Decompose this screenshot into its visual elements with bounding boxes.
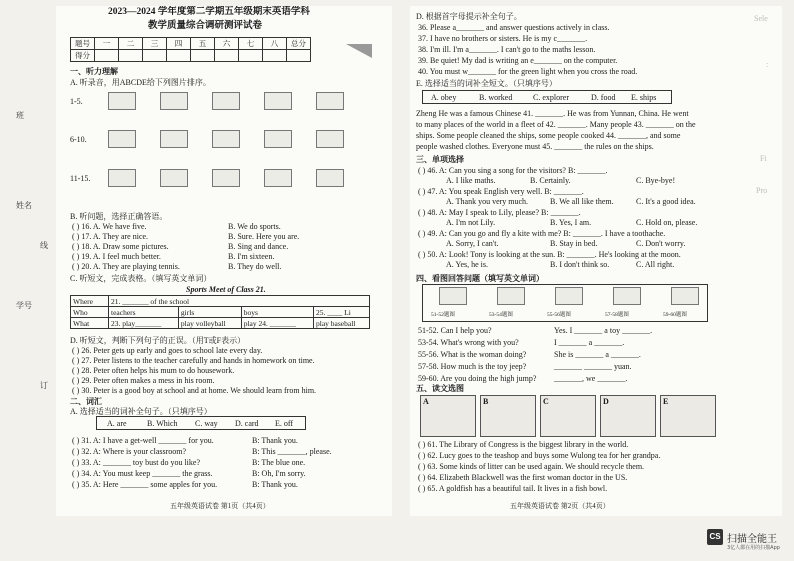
picture-label: 59-60题图 bbox=[663, 312, 687, 318]
binder-label: 班 bbox=[16, 111, 24, 120]
bleed-text: : bbox=[766, 60, 769, 69]
listening-picture bbox=[264, 130, 292, 148]
section-heading: 一、听力理解 bbox=[70, 67, 118, 76]
question-line: 37. I have no brothers or sisters. He is my c_______. bbox=[418, 34, 588, 43]
question-line: 57-58. How much is the toy jeep? bbox=[418, 362, 527, 371]
question-line: ( ) 62. Lucy goes to the teashop and buys some Wulong tea for her grandpa. bbox=[418, 451, 661, 460]
exam-page-2 bbox=[410, 6, 782, 516]
question-line: ( ) 65. A goldfish has a beautiful tail. It lives in a fish bowl. bbox=[418, 484, 608, 493]
question-line: ( ) 30. Peter is a good boy at school and at home. We should learn from him. bbox=[72, 386, 317, 395]
answer-line: _______ _______ yuan. bbox=[554, 362, 632, 371]
binder-label: 姓名 bbox=[16, 201, 32, 210]
listening-picture bbox=[160, 169, 188, 187]
score-row-label: 得分 bbox=[71, 50, 95, 62]
question-line: ( ) 64. Elizabeth Blackwell was the first woman doctor in the US. bbox=[418, 473, 628, 482]
section-instruction: A. 选择适当的词补全句子。（只填序号） bbox=[70, 407, 212, 416]
word-option: D. card bbox=[235, 419, 259, 428]
sports-meet-table bbox=[70, 295, 370, 329]
section-instruction: B. 听问题，选择正确答语。 bbox=[70, 212, 168, 221]
question-line: ( ) 46. A: Can you sing a song for the visitors? B: _______. bbox=[418, 166, 608, 175]
score-header: 题号 bbox=[71, 38, 95, 50]
table-cell: boys bbox=[241, 307, 313, 318]
section-instruction: D. 听短文，判断下列句子的正误。（用T或F表示） bbox=[70, 336, 246, 345]
answer-option: B. I'm sixteen. bbox=[228, 252, 275, 261]
answer-option: B. Sing and dance. bbox=[228, 242, 289, 251]
table-cell: Who bbox=[71, 307, 109, 318]
answer-option: B. Certainly. bbox=[530, 176, 571, 185]
listening-picture bbox=[212, 92, 240, 110]
passage-line: Zheng He was a famous Chinese 41. _______. He was from Yunnan, China. He went bbox=[416, 109, 689, 118]
question-line: ( ) 16. A. We have five. bbox=[72, 222, 147, 231]
score-header: 六 bbox=[215, 38, 239, 50]
listening-picture bbox=[316, 92, 344, 110]
answer-option: A. Yes, he is. bbox=[446, 260, 489, 269]
question-line: ( ) 28. Peter often helps his mum to do housework. bbox=[72, 366, 235, 375]
answer-option: A. I like maths. bbox=[446, 176, 496, 185]
table-cell: 21. _______ of the school bbox=[109, 296, 370, 307]
binder-label: 学号 bbox=[16, 301, 32, 310]
answer-option: C. Don't worry. bbox=[636, 239, 686, 248]
answer-option: A. Sorry, I can't. bbox=[446, 239, 499, 248]
high-jump-picture bbox=[671, 287, 699, 305]
toothache-picture bbox=[497, 287, 525, 305]
watermark-app-name: 扫描全能王 bbox=[727, 534, 777, 545]
score-header: 五 bbox=[191, 38, 215, 50]
answer-option: B: Oh, I'm sorry. bbox=[252, 469, 306, 478]
question-line: ( ) 32. A: Where is your classroom? bbox=[72, 447, 187, 456]
page-footer: 五年级英语试卷 第2页（共4页） bbox=[510, 502, 610, 510]
table-cell: 25. ____ Li bbox=[314, 307, 370, 318]
answer-line: I _______ a _______. bbox=[554, 338, 625, 347]
picture-strip bbox=[422, 284, 708, 322]
score-header: 八 bbox=[263, 38, 287, 50]
word-option: E. ships bbox=[631, 93, 657, 102]
answer-option: B: Thank you. bbox=[252, 436, 298, 445]
word-bank-box bbox=[96, 416, 306, 430]
toy-jeep-picture bbox=[613, 287, 641, 305]
question-line: ( ) 50. A: Look! Tony is looking at the sun. B: _______. He's looking at the moon. bbox=[418, 250, 681, 259]
question-line: 38. I'm ill. I'm a_______. I can't go to the maths lesson. bbox=[418, 45, 596, 54]
word-option: E. off bbox=[275, 419, 294, 428]
question-line: 51-52. Can I help you? bbox=[418, 326, 492, 335]
question-line: ( ) 18. A. Draw some pictures. bbox=[72, 242, 169, 251]
listening-picture bbox=[108, 130, 136, 148]
question-line: ( ) 49. A: Can you go and fly a kite with me? B: _______. I have a toothache. bbox=[418, 229, 666, 238]
question-line: ( ) 20. A. They are playing tennis. bbox=[72, 262, 180, 271]
question-line: 59-60. Are you doing the high jump? bbox=[418, 374, 537, 383]
answer-option: C. Bye-bye! bbox=[636, 176, 676, 185]
table-cell: Where bbox=[71, 296, 109, 307]
answer-option: A. I'm not Lily. bbox=[446, 218, 496, 227]
picture-letter: E bbox=[663, 397, 669, 406]
section-heading: 三、单项选择 bbox=[416, 155, 464, 164]
picture-letter: C bbox=[543, 397, 549, 406]
score-header: 二 bbox=[119, 38, 143, 50]
word-option: C. way bbox=[195, 419, 218, 428]
picture-label: 57-58题图 bbox=[605, 312, 629, 318]
section-instruction: E. 选择适当的词补全短文。（只填序号） bbox=[416, 79, 557, 88]
camscanner-icon: CS bbox=[707, 529, 723, 545]
word-option: A. are bbox=[107, 419, 127, 428]
answer-option: B. Stay in bed. bbox=[550, 239, 598, 248]
question-line: 55-56. What is the woman doing? bbox=[418, 350, 527, 359]
question-line: ( ) 29. Peter often makes a mess in his room. bbox=[72, 376, 215, 385]
passage-line: to many places of the world in a fleet of 42. _______. Many people 43. _______ on the bbox=[416, 120, 696, 129]
corner-mark bbox=[346, 44, 372, 58]
passage-line: ships. Some people cleaned the ships, some people cooked 44. _______, and some bbox=[416, 131, 681, 140]
listening-picture bbox=[316, 130, 344, 148]
answer-option: B. They do well. bbox=[228, 262, 282, 271]
passage-line: people washed clothes. Everyone must 45. _______ the rules on the ships. bbox=[416, 142, 654, 151]
answer-line: She is _______ a _______. bbox=[554, 350, 641, 359]
table-cell: play 24. _______ bbox=[241, 318, 313, 329]
picture-row-label: 11-15. bbox=[70, 174, 91, 183]
question-line: ( ) 31. A: I have a get-well _______ for you. bbox=[72, 436, 214, 445]
word-option: B. worked bbox=[479, 93, 513, 102]
teapot-picture bbox=[600, 395, 656, 437]
binder-label: 订 bbox=[40, 381, 48, 390]
listening-picture bbox=[108, 92, 136, 110]
picture-label: 55-56题图 bbox=[547, 312, 571, 318]
word-bank-box bbox=[422, 90, 672, 104]
recycle-bin-picture bbox=[660, 395, 716, 437]
answer-option: A. Thank you very much. bbox=[446, 197, 529, 206]
question-line: ( ) 47. A: You speak English very well. B: _______. bbox=[418, 187, 584, 196]
question-line: ( ) 35. A: Here _______ some apples for you. bbox=[72, 480, 218, 489]
answer-option: B: This _______, please. bbox=[252, 447, 332, 456]
answer-option: B: Thank you. bbox=[252, 480, 298, 489]
question-line: 39. Be quiet! My dad is writing an e_______ on the computer. bbox=[418, 56, 618, 65]
score-header: 四 bbox=[167, 38, 191, 50]
answer-line: Yes. I _______ a toy _______. bbox=[554, 326, 653, 335]
word-option: A. obey bbox=[431, 93, 457, 102]
page-footer: 五年级英语试卷 第1页（共4页） bbox=[170, 502, 270, 510]
picture-letter: B bbox=[483, 397, 489, 406]
question-line: ( ) 19. A. I feel much better. bbox=[72, 252, 161, 261]
picture-letter: A bbox=[423, 397, 429, 406]
picture-row-label: 1-5. bbox=[70, 97, 83, 106]
section-heading: 五、读文选图 bbox=[416, 384, 464, 393]
table-cell: play volleyball bbox=[178, 318, 241, 329]
question-line: 53-54. What's wrong with you? bbox=[418, 338, 519, 347]
table-cell: girls bbox=[178, 307, 241, 318]
answer-option: C. It's a good idea. bbox=[636, 197, 696, 206]
listening-picture bbox=[264, 169, 292, 187]
question-line: ( ) 34. A: You must keep _______ the grass. bbox=[72, 469, 213, 478]
scanner-watermark bbox=[707, 527, 792, 553]
portrait-picture bbox=[480, 395, 536, 437]
score-header: 七 bbox=[239, 38, 263, 50]
exam-title: 2023—2024 学年度第二学期五年级期末英语学科 bbox=[108, 7, 310, 17]
question-line: ( ) 33. A: _______ toy bust do you like? bbox=[72, 458, 200, 467]
answer-option: B. We all like them. bbox=[550, 197, 614, 206]
answer-option: B. Sure. Here you are. bbox=[228, 232, 300, 241]
score-header: 三 bbox=[143, 38, 167, 50]
question-line: 36. Please a_______ and answer questions actively in class. bbox=[418, 23, 610, 32]
listening-picture bbox=[212, 169, 240, 187]
answer-option: B. We do sports. bbox=[228, 222, 281, 231]
picture-row-label: 6-10. bbox=[70, 135, 87, 144]
listening-picture bbox=[108, 169, 136, 187]
section-heading: 二、词汇 bbox=[70, 397, 102, 406]
score-header: 一 bbox=[95, 38, 119, 50]
score-table bbox=[70, 37, 311, 62]
table-cell: What bbox=[71, 318, 109, 329]
fish-bowl-picture bbox=[420, 395, 476, 437]
question-line: ( ) 26. Peter gets up early and goes to school late every day. bbox=[72, 346, 263, 355]
word-option: D. food bbox=[591, 93, 616, 102]
section-instruction: A. 听录音，用ABCDE给下列图片排序。 bbox=[70, 78, 211, 87]
table-cell: 23. play_______ bbox=[109, 318, 179, 329]
section-heading: 四、看图回答问题（填写英文单词） bbox=[416, 274, 544, 283]
question-line: ( ) 63. Some kinds of litter can be used again. We should recycle them. bbox=[418, 462, 645, 471]
listening-picture bbox=[316, 169, 344, 187]
bleed-text: Sele bbox=[754, 14, 768, 23]
library-picture bbox=[540, 395, 596, 437]
answer-line: _______, we _______. bbox=[554, 374, 628, 383]
binder-label: 线 bbox=[40, 241, 48, 250]
bleed-text: Fi bbox=[760, 154, 767, 163]
answer-option: B. Yes, I am. bbox=[550, 218, 592, 227]
section-instruction: D. 根据首字母提示补全句子。 bbox=[416, 12, 522, 21]
question-line: ( ) 17. A. They are nice. bbox=[72, 232, 149, 241]
question-line: ( ) 48. A: May I speak to Lily, please? B: _______. bbox=[418, 208, 581, 217]
picture-label: 53-54题图 bbox=[489, 312, 513, 318]
listening-picture bbox=[160, 130, 188, 148]
table-caption: Sports Meet of Class 21. bbox=[186, 285, 266, 294]
question-line: ( ) 61. The Library of Congress is the biggest library in the world. bbox=[418, 440, 629, 449]
woman-picture bbox=[555, 287, 583, 305]
exam-page-1 bbox=[56, 6, 392, 516]
picture-label: 51-52题图 bbox=[431, 312, 455, 318]
word-option: C. explorer bbox=[533, 93, 569, 102]
table-cell: teachers bbox=[109, 307, 179, 318]
answer-option: C. All right. bbox=[636, 260, 675, 269]
exam-subtitle: 教学质量综合调研测评试卷 bbox=[148, 21, 263, 31]
listening-picture bbox=[212, 130, 240, 148]
section-instruction: C. 听短文，完成表格。（填写英文单词） bbox=[70, 274, 212, 283]
toy-bus-picture bbox=[439, 287, 467, 305]
watermark-subtitle: 3亿人都在用的扫描App bbox=[727, 545, 780, 551]
listening-picture bbox=[160, 92, 188, 110]
table-cell: play baseball bbox=[314, 318, 370, 329]
bleed-text: Pro bbox=[756, 186, 768, 195]
answer-option: B: The blue one. bbox=[252, 458, 306, 467]
score-header: 总分 bbox=[287, 38, 311, 50]
binding-margin bbox=[14, 0, 48, 561]
listening-picture bbox=[264, 92, 292, 110]
answer-option: C. Hold on, please. bbox=[636, 218, 698, 227]
picture-letter: D bbox=[603, 397, 609, 406]
answer-option: B. I don't think so. bbox=[550, 260, 610, 269]
question-line: ( ) 27. Peter listens to the teacher carefully and hands in homework on time. bbox=[72, 356, 315, 365]
question-line: 40. You must w_______ for the green light when you cross the road. bbox=[418, 67, 638, 76]
word-option: B. Which bbox=[147, 419, 178, 428]
